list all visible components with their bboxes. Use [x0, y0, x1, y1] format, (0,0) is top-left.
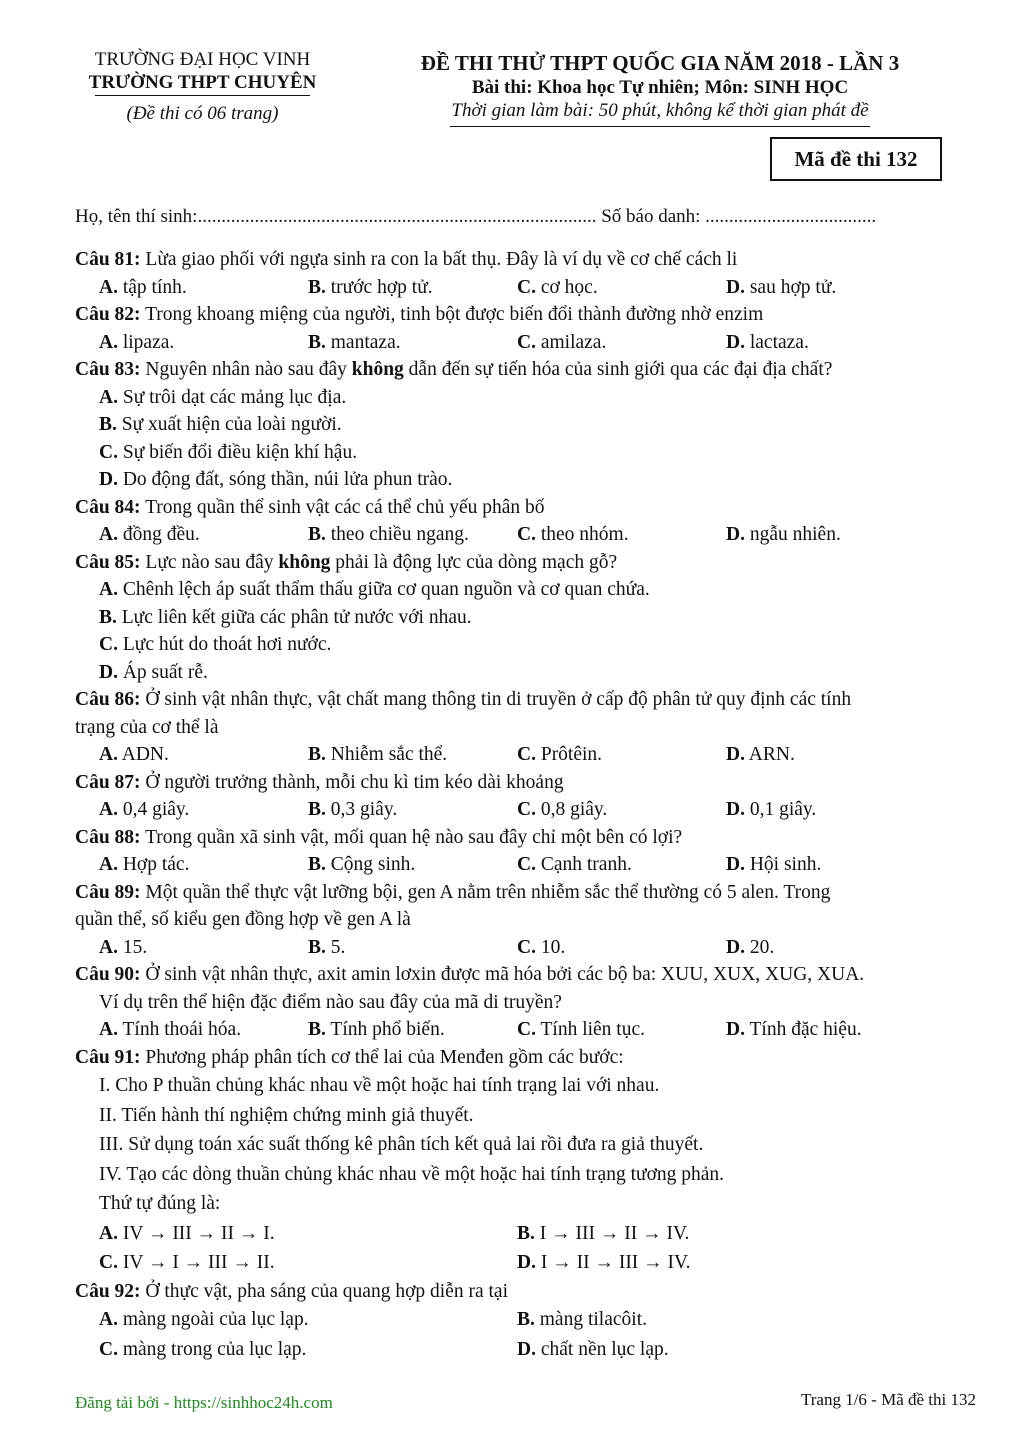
answer-option[interactable]	[75, 576, 980, 604]
option-letter: C.	[99, 1252, 118, 1273]
option-letter: C.	[517, 854, 536, 875]
answer-option[interactable]	[99, 1305, 517, 1335]
question-number: Câu 89:	[75, 881, 141, 903]
question-emphasis: không	[351, 359, 404, 380]
option-letter: A.	[99, 936, 118, 958]
question-number: Câu 86:	[75, 689, 141, 710]
option-text: Lực liên kết giữa các phân tử nước với nhau.	[116, 606, 472, 628]
question-stem	[75, 961, 980, 989]
question-text: Ở sinh vật nhân thực, vật chất mang thông tin di truyền ở cấp độ phân tử quy định các tính	[140, 689, 852, 710]
option-text: Do động đất, sóng thần, núi lửa phun trào.	[117, 469, 453, 490]
question	[75, 356, 980, 494]
answer-option[interactable]	[75, 604, 980, 632]
question-text: Ở người trưởng thành, mỗi chu kì tim kéo dài khoảng	[140, 771, 564, 793]
answer-option[interactable]	[517, 329, 726, 357]
option-text: 0,8 giây.	[535, 799, 608, 820]
answer-option[interactable]	[99, 934, 308, 962]
exam-code-box: Mã đề thi 132	[770, 137, 942, 181]
pages-note: (Đề thi có 06 trang)	[126, 103, 279, 124]
answer-option[interactable]	[99, 741, 308, 769]
option-letter: C.	[99, 441, 118, 463]
answer-option[interactable]	[99, 521, 308, 549]
answer-option[interactable]	[75, 439, 980, 467]
answer-option[interactable]	[517, 1219, 935, 1249]
answer-option[interactable]	[99, 1016, 308, 1044]
option-text: trước hợp tử.	[325, 276, 433, 298]
option-text: Tính đặc hiệu.	[744, 1019, 862, 1040]
option-letter: A.	[99, 331, 118, 353]
question-text: Trong khoang miệng của người, tinh bột được biến đổi thành đường nhờ enzim	[140, 304, 764, 325]
option-text: tập tính.	[117, 276, 187, 298]
option-text: màng ngoài của lục lạp.	[117, 1309, 309, 1330]
option-letter: A.	[99, 1309, 118, 1330]
question-stem	[75, 824, 980, 852]
option-letter: B.	[308, 744, 326, 765]
answer-options	[75, 796, 980, 824]
answer-option[interactable]	[75, 384, 980, 412]
option-letter: B.	[308, 854, 326, 875]
answer-option[interactable]	[308, 1016, 517, 1044]
question-number: Câu 81:	[75, 249, 141, 270]
question-stem	[75, 356, 980, 384]
question-text: Một quần thể thực vật lưỡng bội, gen A nằm trên nhiễm sắc thể thường có 5 alen. Trong	[140, 881, 831, 903]
option-text: mantaza.	[325, 331, 401, 353]
option-letter: C.	[517, 799, 536, 820]
option-letter: B.	[99, 606, 117, 628]
answer-option[interactable]	[517, 1248, 935, 1278]
option-text: IV → III → II → I.	[117, 1222, 275, 1244]
question-stem	[75, 246, 980, 274]
answer-option[interactable]	[99, 274, 308, 302]
question-number: Câu 91:	[75, 1046, 141, 1068]
option-text: Áp suất rễ.	[117, 661, 208, 683]
question	[75, 961, 980, 1044]
option-text: 5.	[325, 936, 346, 958]
university-name: TRƯỜNG ĐẠI HỌC VINH	[94, 49, 311, 70]
option-text: ARN.	[744, 744, 795, 765]
answer-options	[75, 274, 980, 302]
answer-option[interactable]	[517, 934, 726, 962]
answer-option[interactable]	[75, 411, 980, 439]
question-stem	[75, 494, 980, 522]
answer-option[interactable]	[99, 1335, 517, 1365]
question-number: Câu 87:	[75, 771, 141, 793]
answer-options	[75, 576, 980, 686]
question-stem	[75, 686, 980, 714]
question-text: Trong quần thể sinh vật các cá thể chủ yếu phân bố	[140, 496, 545, 518]
option-text: Chênh lệch áp suất thẩm thấu giữa cơ quan nguồn và cơ quan chứa.	[117, 579, 650, 600]
option-letter: C.	[99, 1338, 118, 1360]
option-text: 0,4 giây.	[117, 799, 190, 820]
question-stem	[75, 549, 980, 577]
answer-option[interactable]	[726, 329, 935, 357]
option-text: lipaza.	[117, 331, 175, 353]
question-stem	[75, 1044, 980, 1072]
option-letter: B.	[517, 1222, 535, 1244]
option-text: sau hợp tử.	[744, 276, 837, 298]
option-text: Tính phổ biến.	[325, 1019, 445, 1040]
option-text: 10.	[535, 936, 566, 958]
answer-option[interactable]	[517, 796, 726, 824]
option-text: cơ học.	[535, 276, 598, 298]
answer-option[interactable]	[517, 274, 726, 302]
option-letter: D.	[726, 744, 745, 765]
question	[75, 246, 980, 301]
option-letter: A.	[99, 1222, 118, 1244]
option-text: Tính liên tục.	[535, 1019, 646, 1040]
option-text: Lực hút do thoát hơi nước.	[117, 634, 332, 655]
answer-options	[75, 384, 980, 494]
answer-option[interactable]	[517, 1335, 935, 1365]
question-text: Phương pháp phân tích cơ thể lai của Menđen gồm các bước:	[140, 1046, 624, 1068]
option-letter: A.	[99, 854, 118, 875]
answer-option[interactable]	[99, 851, 308, 879]
answer-options	[75, 329, 980, 357]
option-text: theo nhóm.	[535, 524, 629, 545]
answer-options	[75, 1219, 980, 1278]
option-letter: B.	[308, 276, 326, 298]
answer-option[interactable]	[726, 934, 935, 962]
option-letter: A.	[99, 799, 118, 820]
option-letter: B.	[517, 1309, 535, 1330]
option-letter: D.	[517, 1252, 536, 1273]
option-letter: C.	[517, 936, 536, 958]
question-number: Câu 82:	[75, 304, 141, 325]
question-text: Trong quần xã sinh vật, mối quan hệ nào sau đây chỉ một bên có lợi?	[140, 826, 683, 848]
option-text: Cộng sinh.	[325, 854, 416, 875]
option-text: màng trong của lục lạp.	[117, 1338, 307, 1360]
question-list	[75, 246, 980, 1364]
answer-option[interactable]	[726, 521, 935, 549]
answer-option[interactable]	[75, 659, 980, 687]
answer-option[interactable]	[517, 1016, 726, 1044]
school-underline	[95, 95, 310, 96]
option-letter: C.	[99, 634, 118, 655]
option-letter: A.	[99, 276, 118, 298]
question-text-continued: quần thể, số kiểu gen đồng hợp về gen A là	[75, 909, 411, 930]
answer-option[interactable]	[308, 329, 517, 357]
candidate-id-field[interactable]: Số báo danh: ....................................	[601, 206, 877, 227]
question-statement: I. Cho P thuần chủng khác nhau về một hoặc hai tính trạng lai với nhau.	[99, 1075, 660, 1096]
candidate-info	[75, 204, 955, 230]
option-letter: A.	[99, 524, 118, 545]
question-text: Ở thực vật, pha sáng của quang hợp diễn ra tại	[140, 1280, 508, 1302]
option-text: theo chiều ngang.	[325, 524, 469, 545]
answer-option[interactable]	[75, 466, 980, 494]
question-number: Câu 90:	[75, 964, 141, 985]
option-letter: B.	[308, 1019, 326, 1040]
option-letter: C.	[517, 276, 536, 298]
option-letter: D.	[517, 1338, 536, 1360]
header-right	[400, 50, 920, 127]
question	[75, 549, 980, 687]
answer-option[interactable]	[517, 1305, 935, 1335]
answer-option[interactable]	[308, 521, 517, 549]
answer-options	[75, 934, 980, 962]
option-letter: D.	[726, 799, 745, 820]
answer-option[interactable]	[75, 631, 980, 659]
option-text: I → II → III → IV.	[535, 1252, 691, 1273]
option-text: màng tilacôit.	[534, 1309, 647, 1330]
answer-options	[75, 1016, 980, 1044]
exam-subject: Bài thi: Khoa học Tự nhiên; Môn: SINH HỌC	[471, 77, 849, 98]
option-letter: A.	[99, 1019, 118, 1040]
option-text: đồng đều.	[117, 524, 200, 545]
answer-option[interactable]	[726, 1016, 935, 1044]
option-letter: D.	[726, 276, 745, 298]
answer-options	[75, 1305, 980, 1364]
question	[75, 494, 980, 549]
option-text: Sự biến đổi điều kiện khí hậu.	[117, 441, 358, 463]
answer-option[interactable]	[308, 741, 517, 769]
option-text: Sự xuất hiện của loài người.	[116, 414, 342, 435]
question	[75, 769, 980, 824]
option-letter: D.	[99, 469, 118, 490]
question-stem	[75, 301, 980, 329]
answer-option[interactable]	[308, 851, 517, 879]
question-statement: IV. Tạo các dòng thuần chủng khác nhau về một hoặc hai tính trạng tương phản.	[99, 1163, 725, 1185]
answer-options	[75, 521, 980, 549]
answer-option[interactable]	[517, 521, 726, 549]
option-letter: B.	[308, 524, 326, 545]
option-letter: D.	[99, 661, 118, 683]
question-text: Lực nào sau đây	[140, 551, 279, 573]
option-letter: B.	[308, 331, 326, 353]
option-text: amilaza.	[535, 331, 607, 353]
option-text: 15.	[117, 936, 148, 958]
question-stem	[75, 1278, 980, 1306]
option-letter: A.	[99, 579, 118, 600]
option-text: Hội sinh.	[744, 854, 822, 875]
answer-option[interactable]	[99, 796, 308, 824]
option-letter: C.	[517, 744, 536, 765]
question-number: Câu 83:	[75, 359, 141, 380]
answer-option[interactable]	[99, 329, 308, 357]
option-text: ngẫu nhiên.	[744, 524, 841, 545]
answer-option[interactable]	[726, 274, 935, 302]
candidate-name-field[interactable]: Họ, tên thí sinh:....................................................................................	[75, 206, 597, 227]
option-text: ADN.	[117, 744, 169, 765]
answer-option[interactable]	[726, 741, 935, 769]
option-letter: D.	[726, 936, 745, 958]
answer-option[interactable]	[99, 1219, 517, 1249]
question-text: Nguyên nhân nào sau đây	[140, 359, 352, 380]
option-text: 0,1 giây.	[744, 799, 817, 820]
option-letter: C.	[517, 524, 536, 545]
option-letter: A.	[99, 744, 118, 765]
option-text: Sự trôi dạt các mảng lục địa.	[117, 386, 347, 408]
option-letter: D.	[726, 524, 745, 545]
option-letter: B.	[308, 799, 326, 820]
question-statement: III. Sử dụng toán xác suất thống kê phân tích kết quả lai rồi đưa ra giả thuyết.	[99, 1134, 704, 1155]
option-letter: C.	[517, 331, 536, 353]
question	[75, 1044, 980, 1278]
question-text-continued: trạng của cơ thể là	[75, 716, 219, 738]
option-letter: D.	[726, 854, 745, 875]
option-text: chất nền lục lạp.	[535, 1338, 669, 1360]
question	[75, 301, 980, 356]
answer-option[interactable]	[726, 796, 935, 824]
question	[75, 824, 980, 879]
question-stem	[75, 879, 980, 907]
option-text: IV → I → III → II.	[117, 1252, 275, 1273]
answer-options	[75, 851, 980, 879]
answer-option[interactable]	[308, 274, 517, 302]
option-text: 20.	[744, 936, 775, 958]
answer-option[interactable]	[308, 934, 517, 962]
question-text: Lừa giao phối với ngựa sinh ra con la bất thụ. Đây là ví dụ về cơ chế cách li	[140, 249, 738, 270]
footer-source[interactable]: Đăng tải bởi - https://sinhhoc24h.com	[75, 1393, 333, 1412]
option-letter: D.	[726, 331, 745, 353]
question	[75, 1278, 980, 1365]
school-name: TRƯỜNG THPT CHUYÊN	[88, 72, 317, 93]
option-letter: C.	[517, 1019, 536, 1040]
question-text: dẫn đến sự tiến hóa của sinh giới qua các đại địa chất?	[403, 359, 833, 380]
option-letter: B.	[308, 936, 326, 958]
answer-option[interactable]	[517, 741, 726, 769]
question-text: phải là động lực của dòng mạch gỗ?	[330, 551, 618, 573]
option-letter: D.	[726, 1019, 745, 1040]
time-underline	[450, 126, 870, 127]
answer-option[interactable]	[308, 796, 517, 824]
question-text: Ở sinh vật nhân thực, axit amin lơxin được mã hóa bởi các bộ ba: XUU, XUX, XUG, XUA.	[140, 964, 865, 985]
question-stem	[75, 769, 980, 797]
question-number: Câu 92:	[75, 1280, 141, 1302]
exam-time-note: Thời gian làm bài: 50 phút, không kể thời gian phát đề	[451, 100, 869, 121]
option-text: Cạnh tranh.	[535, 854, 632, 875]
question-number: Câu 85:	[75, 551, 141, 573]
answer-option[interactable]	[517, 851, 726, 879]
option-text: lactaza.	[744, 331, 809, 353]
header-left	[60, 48, 345, 126]
option-letter: A.	[99, 386, 118, 408]
answer-options	[75, 741, 980, 769]
option-text: I → III → II → IV.	[534, 1222, 690, 1244]
question-statement: II. Tiến hành thí nghiệm chứng minh giả thuyết.	[99, 1104, 474, 1126]
question	[75, 879, 980, 962]
option-text: Hợp tác.	[117, 854, 190, 875]
option-text: Tính thoái hóa.	[117, 1019, 242, 1040]
option-letter: B.	[99, 414, 117, 435]
exam-title: ĐỀ THI THỬ THPT QUỐC GIA NĂM 2018 - LẦN 3	[420, 51, 900, 75]
answer-option[interactable]	[726, 851, 935, 879]
footer-page-number: Trang 1/6 - Mã đề thi 132	[800, 1390, 976, 1409]
question-emphasis: không	[278, 551, 331, 573]
option-text: Prôtêin.	[535, 744, 603, 765]
option-text: 0,3 giây.	[325, 799, 398, 820]
question-number: Câu 88:	[75, 826, 141, 848]
answer-option[interactable]	[99, 1248, 517, 1278]
question	[75, 686, 980, 769]
option-text: Nhiễm sắc thể.	[325, 744, 448, 765]
question-statement: Thứ tự đúng là:	[99, 1193, 221, 1214]
question-number: Câu 84:	[75, 496, 141, 518]
question-text-continued: Ví dụ trên thể hiện đặc điểm nào sau đây của mã di truyền?	[99, 991, 562, 1013]
